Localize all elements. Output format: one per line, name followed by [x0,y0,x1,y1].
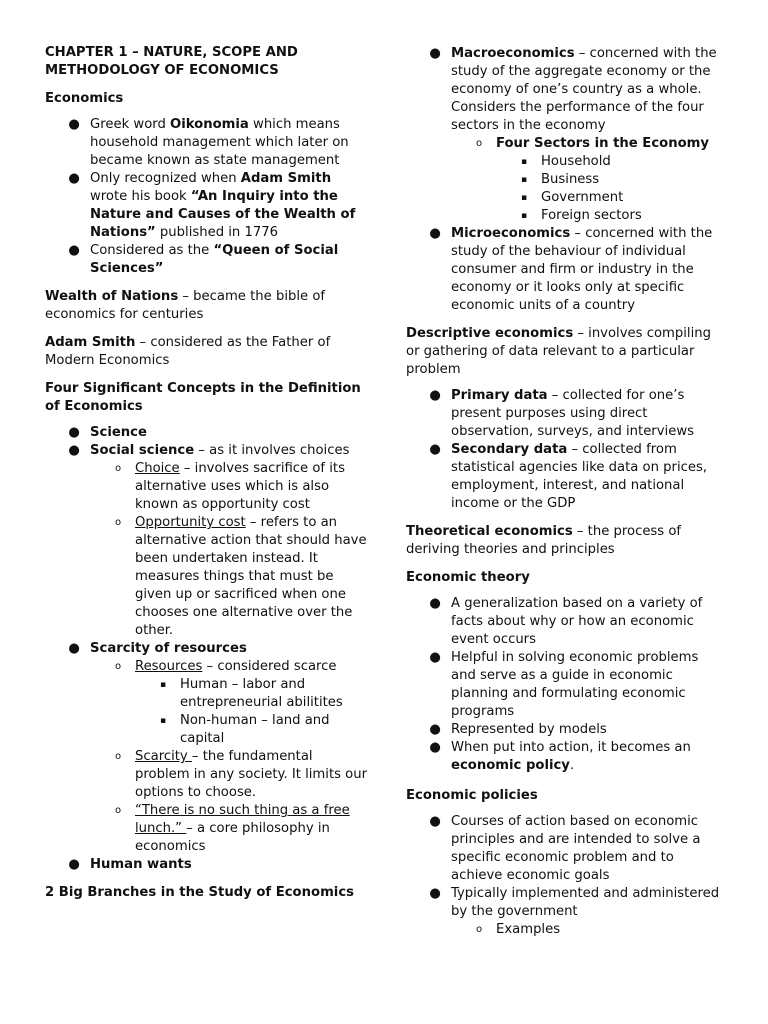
wealth-of-nations-paragraph: Wealth of Nations – became the bible of economics for centuries [45,289,326,322]
list-item: o Resources – considered scarce [45,658,370,676]
bullet-marker: ● [68,117,80,132]
list-item: o “There is no such thing as a free lunch.” – a core philosophy in economics [45,802,370,856]
list-item: ● Only recognized when Adam Smith wrote his book “An Inquiry into the Nature and Causes of the Wealth of Nations” published in 1776 [68,171,356,240]
list-item: ● Microeconomics – concerned with the study of the behaviour of individual consumer and firm or industry in the economy or it looks only at specific economic units of a country [429,226,713,313]
list-item: o Scarcity – the fundamental problem in any society. It limits our options to choose. [45,748,370,802]
list-item: o Four Sectors in the Economy [406,135,726,153]
list-item: ● Social science – as it involves choices [68,443,350,458]
list-item: o Examples [406,921,726,939]
circle-marker: o [475,138,483,149]
chapter-title [45,44,370,80]
bullet-marker: ● [429,46,441,61]
economics-bullet-list [45,116,370,278]
bullet-marker: ● [68,425,80,440]
concepts-list [45,424,370,874]
list-item: ● Human wants [68,857,192,872]
bullet-marker: ● [68,171,80,186]
list-item: ▪ Foreign sectors [406,207,726,225]
list-item: ● Science [68,425,147,440]
economic-policies-heading: Economic policies [406,788,538,803]
bullet-marker: ● [68,857,80,872]
list-item: ● Considered as the “Queen of Social Sciences” [68,243,339,276]
bullet-marker: ● [68,243,80,258]
right-column [406,45,726,939]
list-item: ● Greek word Oikonomia which means household management which later on became known as state management [68,117,349,168]
list-item: ● Helpful in solving economic problems and serve as a guide in economic planning and formulating economic programs [429,650,699,719]
branches-heading: 2 Big Branches in the Study of Economics [45,885,354,900]
square-marker: ▪ [159,716,167,726]
theoretical-economics-paragraph: Theoretical economics – the process of deriving theories and principles [406,524,682,557]
square-marker: ▪ [520,193,528,203]
list-item: ▪ Government [406,189,726,207]
circle-marker: o [114,517,122,528]
bullet-marker: ● [429,650,441,665]
bullet-marker: ● [429,886,441,901]
square-marker: ▪ [159,680,167,690]
adam-smith-paragraph: Adam Smith – considered as the Father of Modern Economics [45,335,331,368]
list-item: ▪ Human – labor and entrepreneurial abilitites [45,676,370,712]
list-item: ● Secondary data – collected from statistical agencies like data on prices, employment, interest, and national income or the GDP [429,442,708,511]
list-item: ▪ Household [406,153,726,171]
list-item: o Opportunity cost – refers to an alternative action that should have been undertaken instead. It measures things that must be given up or sacrificed when one chooses one alternative over the other. [45,514,370,640]
list-item: ▪ Business [406,171,726,189]
economics-heading: Economics [45,91,124,106]
bullet-marker: ● [429,442,441,457]
bullet-marker: ● [429,722,441,737]
bullet-marker: ● [68,641,80,656]
bullet-marker: ● [429,596,441,611]
square-marker: ▪ [520,157,528,167]
bullet-marker: ● [429,814,441,829]
economic-theory-list [406,595,726,775]
branches-list [406,45,726,315]
four-concepts-heading: Four Significant Concepts in the Definition of Economics [45,381,361,414]
list-item: ▪ Non-human – land and capital [45,712,370,748]
list-item: ● When put into action, it becomes an economic policy. [429,740,691,773]
list-item: ● Primary data – collected for one’s present purposes using direct observation, surveys, and interviews [429,388,694,439]
square-marker: ▪ [520,211,528,221]
chapter-title-line-2: METHODOLOGY OF ECONOMICS [45,63,279,78]
list-item: ● Typically implemented and administered by the government [429,886,720,919]
left-column [45,44,370,902]
circle-marker: o [114,751,122,762]
circle-marker: o [114,805,122,816]
descriptive-economics-paragraph: Descriptive economics – involves compiling or gathering of data relevant to a particular problem [406,326,711,377]
circle-marker: o [114,661,122,672]
chapter-title-line-1: CHAPTER 1 – NATURE, SCOPE AND [45,45,298,60]
data-types-list [406,387,726,513]
circle-marker: o [475,924,483,935]
square-marker: ▪ [520,175,528,185]
bullet-marker: ● [68,443,80,458]
list-item: ● Scarcity of resources [68,641,247,656]
bullet-marker: ● [429,388,441,403]
circle-marker: o [114,463,122,474]
economic-theory-heading: Economic theory [406,570,530,585]
bullet-marker: ● [429,226,441,241]
list-item: ● Macroeconomics – concerned with the study of the aggregate economy or the economy of one’s country as a whole. Considers the performance of the four sectors in the economy [429,46,717,133]
list-item: ● A generalization based on a variety of facts about why or how an economic event occurs [429,596,703,647]
list-item: o Choice – involves sacrifice of its alternative uses which is also known as opportunity cost [45,460,370,514]
list-item: ● Represented by models [429,722,607,737]
economic-policies-list [406,813,726,939]
list-item: ● Courses of action based on economic principles and are intended to solve a specific economic problem and to achieve economic goals [429,814,701,883]
bullet-marker: ● [429,740,441,755]
